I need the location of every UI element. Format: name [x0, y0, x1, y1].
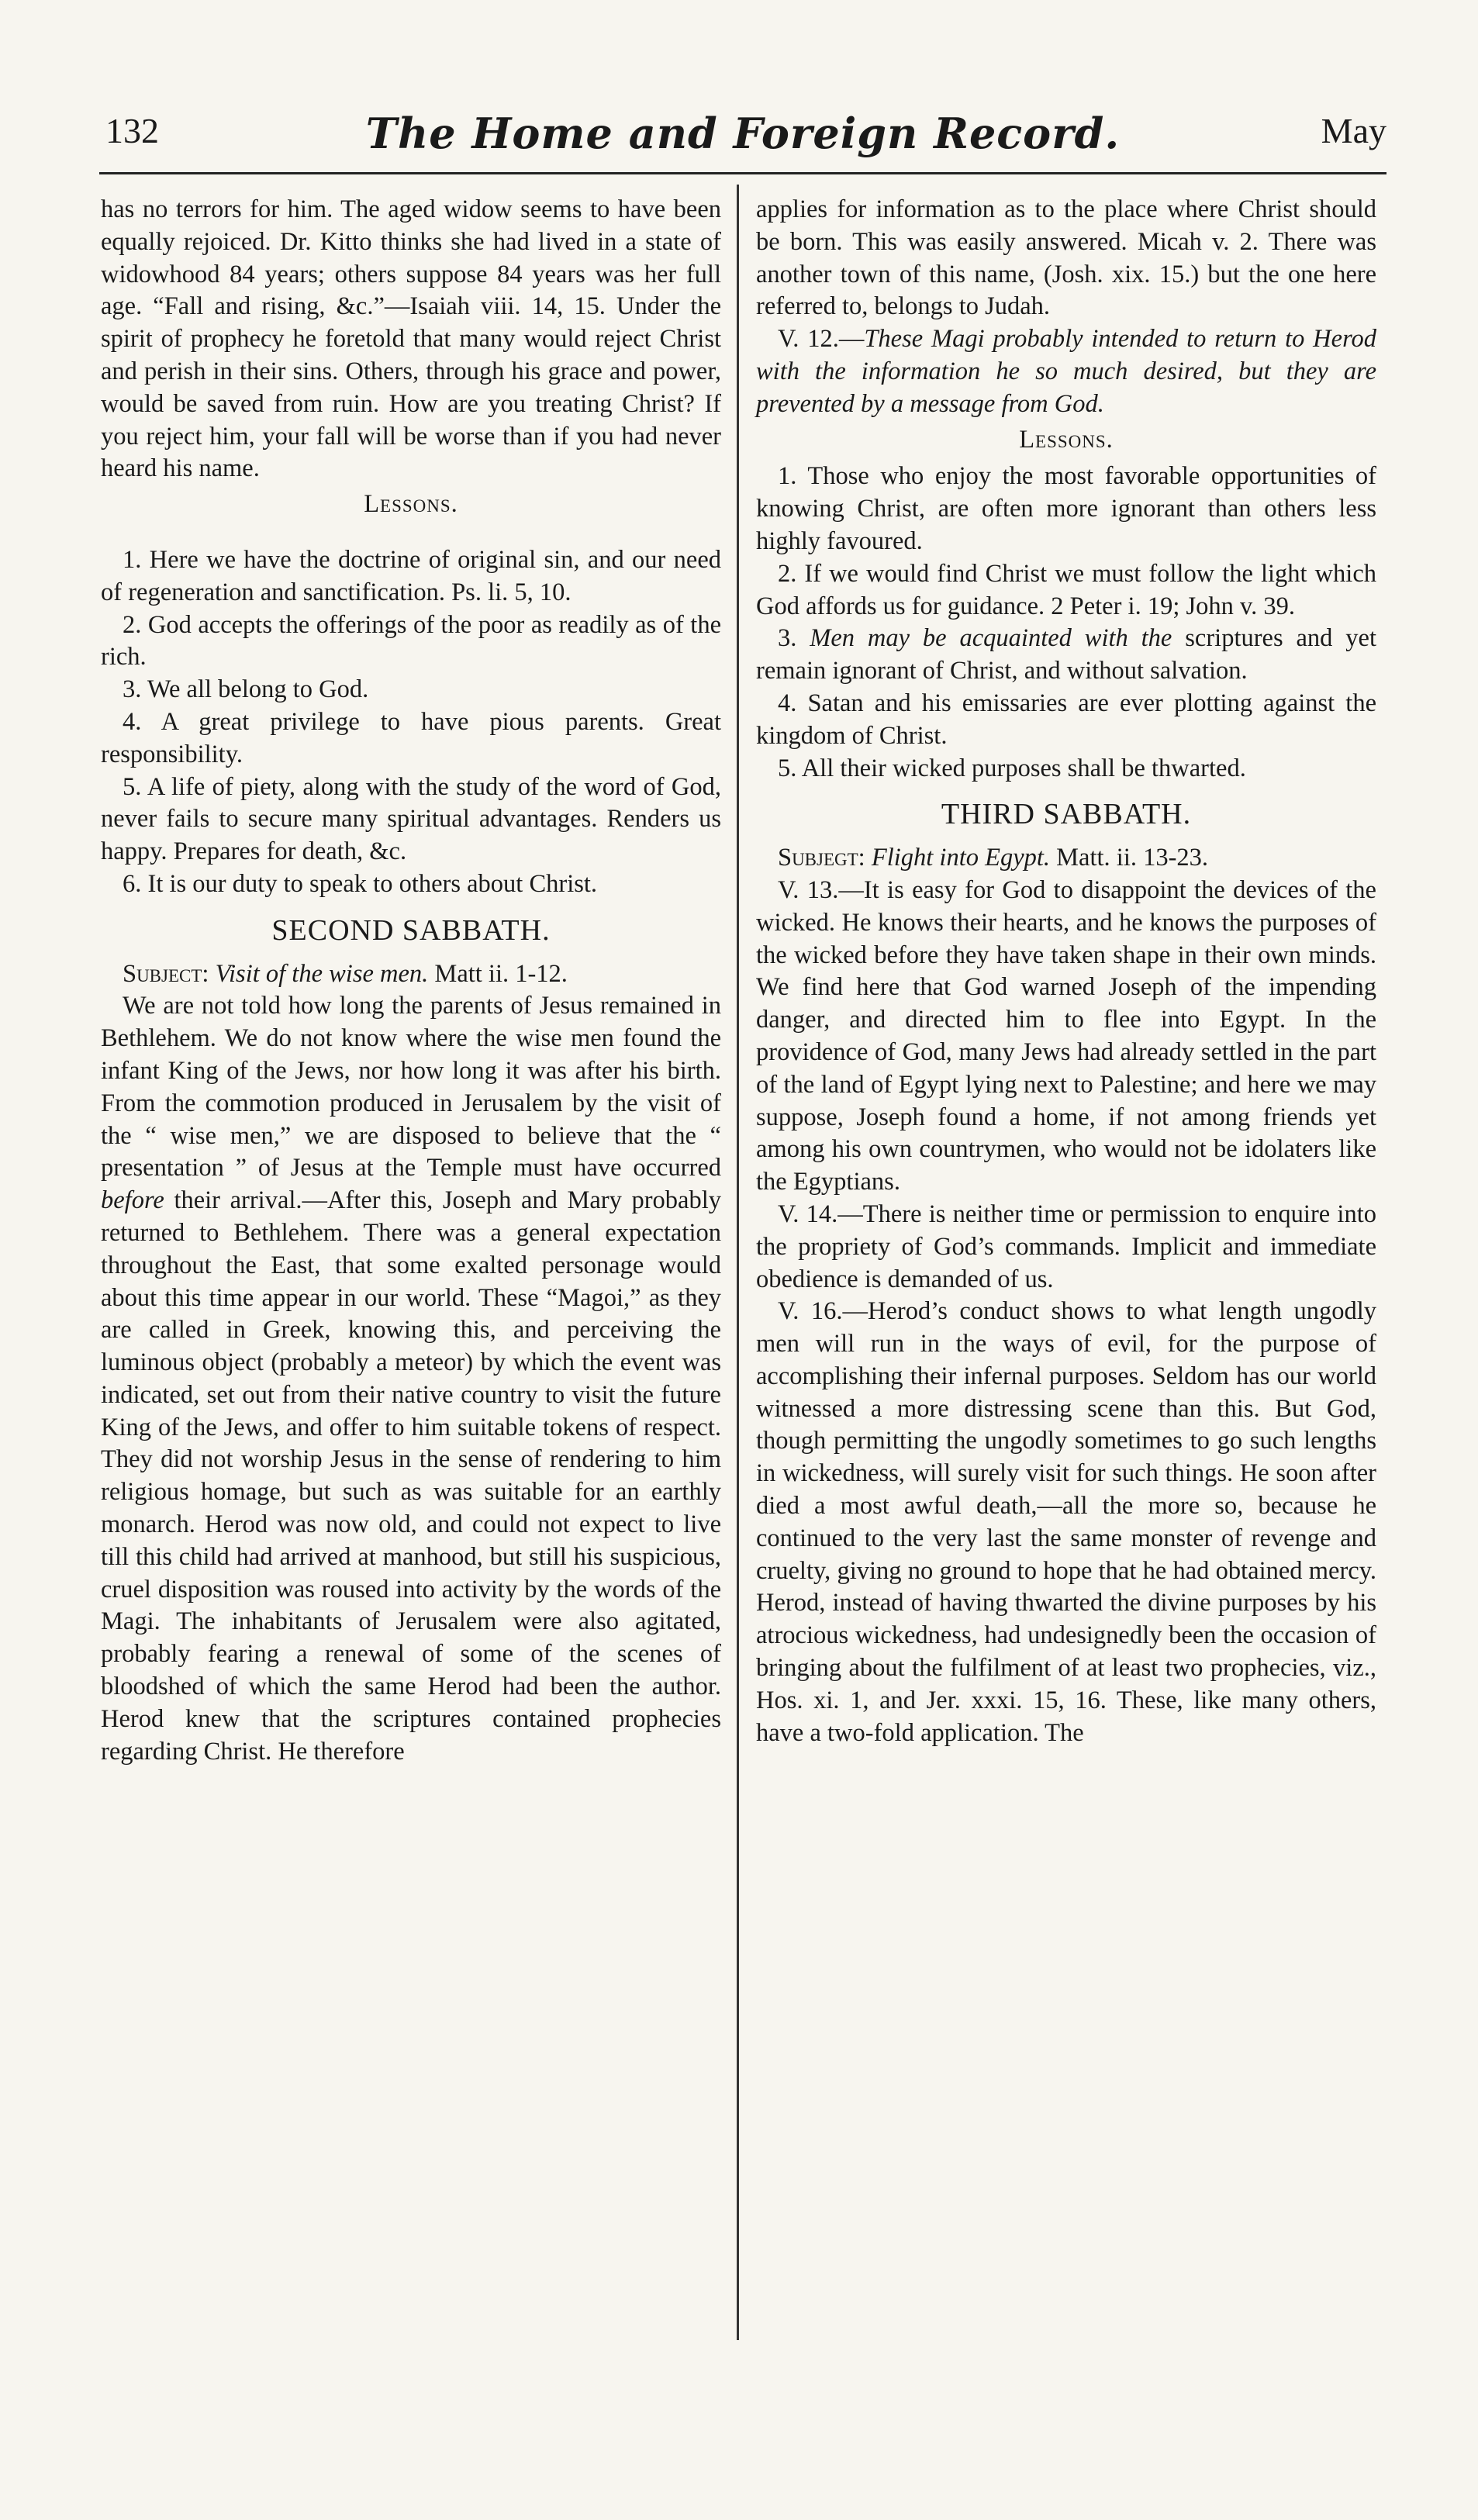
lessons-heading: Lessons. — [364, 490, 458, 519]
section-heading-third-sabbath: THIRD SABBATH. — [941, 798, 1192, 831]
subject-reference: Matt. ii. 13-23. — [1056, 844, 1209, 872]
text-run: We are not told how long the parents of Jesus remained in Bethlehem. We do not know where the wise men found the infant King of the Jews, nor how long it was after his birth. From the commotion produced in Jerusalem by the visit of the “ wise men,” we are disposed to believe that the “ presentation ” of Jesus at the Temple must have occurred — [101, 992, 721, 1182]
page-number: 132 — [105, 111, 159, 150]
running-header — [99, 109, 1386, 163]
paragraph: V. 14.—There is neither time or permission to enquire into the propriety of God’s commands. Implicit and immediate obedience is demanded of us. — [756, 1200, 1376, 1293]
column-divider — [737, 185, 739, 2340]
lesson-item: 5. All their wicked purposes shall be thwarted. — [778, 754, 1246, 782]
lesson-item: 1. Those who enjoy the most favorable opportunities of knowing Christ, are often more ignorant than others less highly favoured. — [756, 462, 1376, 555]
subject-title: Visit of the wise men. — [215, 959, 429, 988]
subject-line — [101, 958, 721, 991]
emphasis: These Magi probably intended to return to Herod with the information he so much desired, but they are prevented by a message from God. — [756, 325, 1377, 418]
spacer — [101, 526, 721, 544]
paragraph: V. 13.—It is easy for God to disappoint the devices of the wicked. He knows their hearts, and he knows the purposes of the wicked before they have taken shape in their own minds. We find here that God warned Joseph of the impending danger, and directed him to flee into Egypt. In the providence of God, many Jews had already settled in the part of the land of Egypt lying next to Palestine; and here we may suppose, Joseph found a home, if not among friends yet among his own countrymen, who would not be idolaters like the Egyptians. — [756, 875, 1376, 1196]
subject-label: Subjegt: — [778, 844, 865, 872]
lessons-heading: Lessons. — [1019, 425, 1114, 454]
verse-label: V. 12.— — [778, 325, 865, 354]
paragraph: has no terrors for him. The aged widow seems to have been equally rejoiced. Dr. Kitto thinks she had lived in a state of widowhood 84 years; others suppose 84 years was her full age. “Fall and rising, &c.”—Isaiah viii. 14, 15. Under the spirit of prophecy he foretold that many would reject Christ and perish in their sins. Others, through his grace and power, would be saved from ruin. How are you treating Christ? If you reject him, your fall will be worse than if you had never heard his name. — [101, 195, 721, 483]
subject-label: Subject: — [123, 959, 209, 988]
lesson-item: 3. We all belong to God. — [123, 675, 369, 704]
journal-title: The Home and Foreign Record. — [365, 109, 1121, 158]
subject-reference: Matt ii. 1-12. — [434, 959, 568, 988]
paragraph: V. 16.—Herod’s conduct shows to what length ungodly men will run in the ways of evil, for the purpose of accomplishing their infernal purposes. Seldom has our world witnessed a more distressing scene than this. But God, though permitting the ungodly sometimes to go such lengths in wickedness, will surely visit for such things. He soon after died a most awful death,—all the more so, because he continued to the very last the same monster of revenge and cruelty, giving no ground to hope that he had obtained mercy. Herod, instead of having thwarted the divine purposes by his atrocious wickedness, had undesignedly been the occasion of bringing about the fulfilment of at least two prophecies, viz., Hos. xi. 1, and Jer. xxxi. 15, 16. These, like many others, have a two-fold application. The — [756, 1297, 1376, 1747]
section-heading-second-sabbath: SECOND SABBATH. — [271, 913, 551, 947]
lesson-item: 5. A life of piety, along with the study of the word of God, never fails to secure many spiritual advantages. Renders us happy. Prepares for death, &c. — [101, 772, 721, 866]
issue-month: May — [1321, 111, 1386, 150]
right-column — [756, 194, 1376, 1749]
text-run: their arrival.—After this, Joseph and Mary probably returned to Bethlehem. There was a general expectation throughout the East, that some exalted personage would about this time appear in our world. These “Magoi,” as they are called in Greek, knowing this, and perceiving the luminous object (probably a meteor) by which the event was indicated, set out from their native country to visit the future King of the Jews, and offer to him suitable tokens of respect. They did not worship Jesus in the sense of rendering to him religious homage, but such as was suitable for an earthly monarch. Herod was now old, and could not expect to live till this child had arrived at manhood, but still his suspicious, cruel disposition was roused into activity by the words of the Magi. The inhabitants of Jerusalem were also agitated, probably fearing a renewal of some of the scenes of bloodshed of which the same Herod had been the author. Herod knew that the scriptures contained prophecies regarding Christ. He therefore — [101, 1186, 721, 1766]
lesson-item — [756, 623, 1376, 688]
paragraph: applies for information as to the place where Christ should be born. This was easily answered. Micah v. 2. There was another town of this name, (Josh. xix. 15.) but the one here referred to, belongs to Judah. — [756, 195, 1376, 321]
lesson-item: 4. Satan and his emissaries are ever plotting against the kingdom of Christ. — [756, 689, 1376, 750]
paragraph — [756, 323, 1376, 420]
lesson-item: 2. God accepts the offerings of the poor as readily as of the rich. — [101, 610, 721, 671]
subject-title: Flight into Egypt. — [871, 844, 1051, 872]
header-rule — [99, 172, 1386, 174]
lesson-item: 2. If we would find Christ we must follow the light which God affords us for guidance. 2 Peter i. 19; John v. 39. — [756, 559, 1376, 620]
lesson-item: 4. A great privilege to have pious parents. Great responsibility. — [101, 707, 721, 768]
text-run: scriptures and yet remain ignorant of Christ, and without salvation. — [756, 624, 1377, 685]
left-column — [101, 194, 721, 1768]
emphasis: Men may be acquainted with the — [810, 624, 1172, 653]
lesson-item: 1. Here we have the doctrine of original sin, and our need of regeneration and sanctification. Ps. li. 5, 10. — [101, 545, 721, 606]
paragraph — [101, 990, 721, 1768]
emphasis: before — [101, 1186, 164, 1215]
lesson-number: 3. — [778, 624, 797, 653]
lesson-item: 6. It is our duty to speak to others about Christ. — [123, 869, 598, 898]
subject-line — [756, 842, 1376, 875]
